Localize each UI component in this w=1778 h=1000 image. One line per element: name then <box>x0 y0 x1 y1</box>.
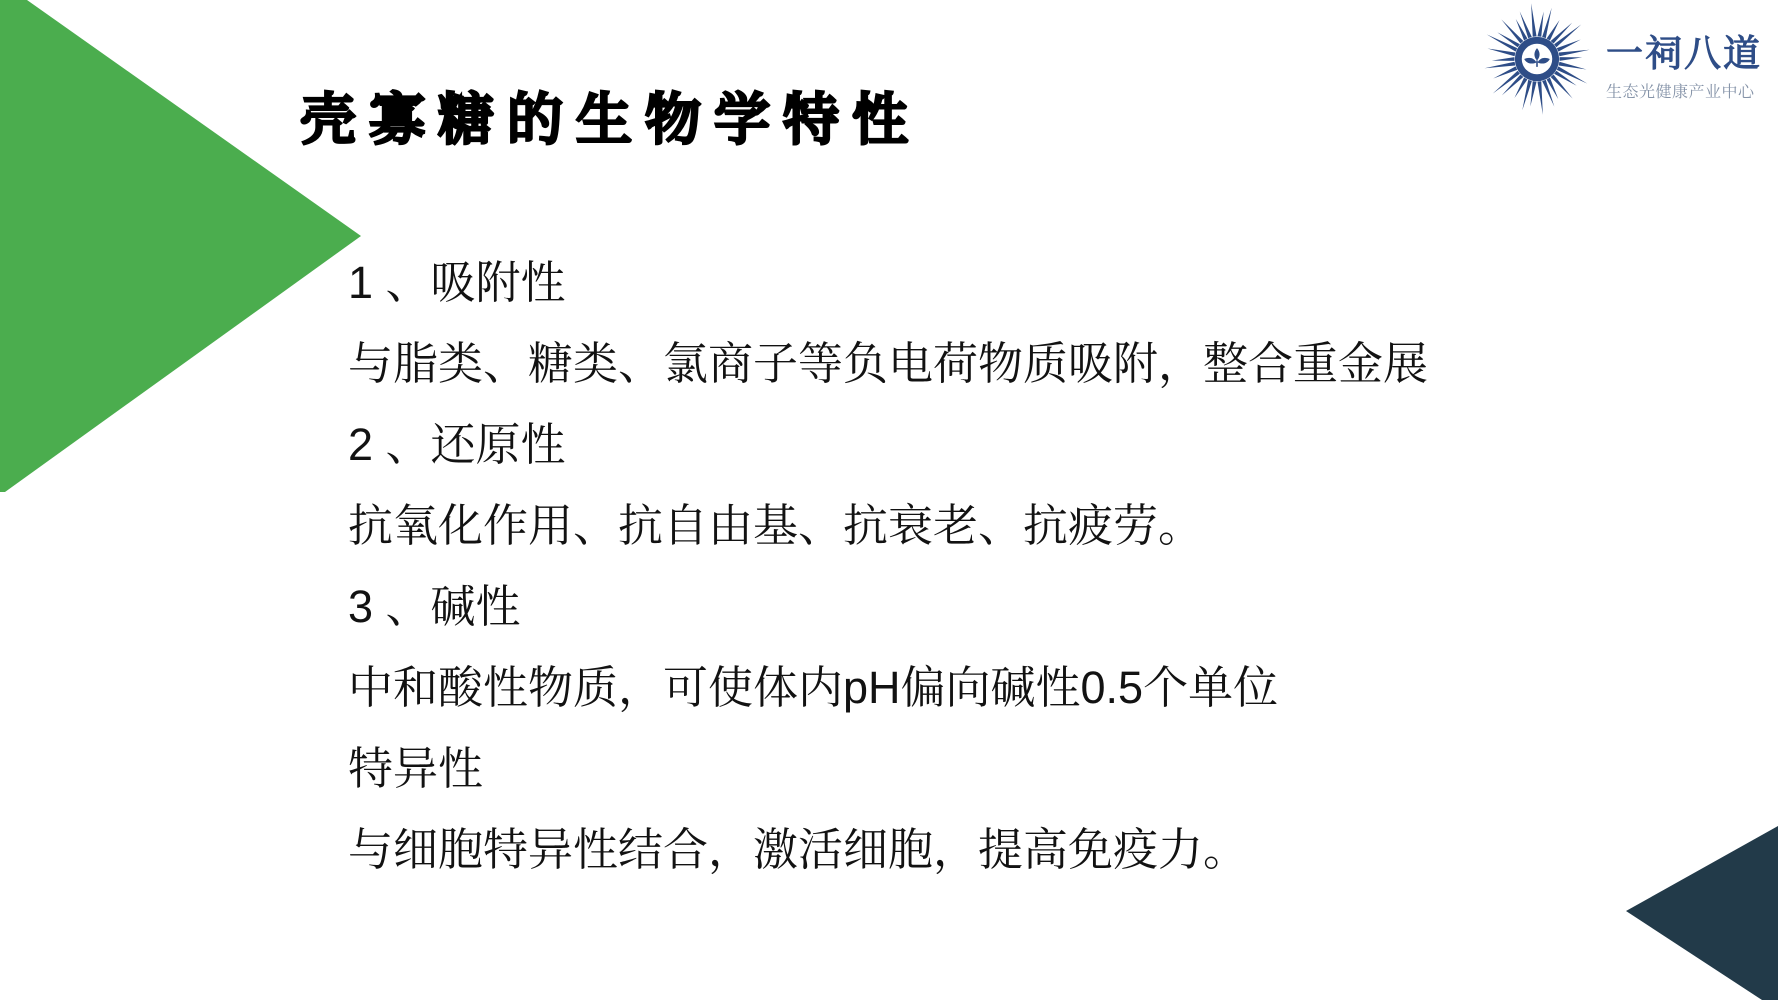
company-logo <box>1478 0 1762 118</box>
body-line-6: 中和酸性物质，可使体内pH偏向碱性0.5个单位 <box>348 662 1279 713</box>
green-triangle-decoration <box>0 0 366 494</box>
slide-title: 壳寡糖的生物学特性 <box>300 88 921 153</box>
body-line-4: 抗氧化作用、抗自由基、抗衰老、抗疲劳。 <box>348 500 1204 551</box>
body-line-5: 3 、碱性 <box>348 581 521 632</box>
body-line-3: 2 、还原性 <box>348 419 566 470</box>
logo-company-name: 一祠八道 <box>1606 32 1762 74</box>
body-line-7: 特异性 <box>348 743 484 794</box>
slide-body <box>348 242 1428 890</box>
body-line-1: 1 、吸附性 <box>348 257 566 308</box>
body-line-2: 与脂类、糖类、氯商子等负电荷物质吸附，整合重金展 <box>348 338 1429 389</box>
sun-starburst-icon <box>1478 0 1596 118</box>
logo-text-block <box>1606 16 1762 103</box>
body-line-8: 与细胞特异性结合，激活细胞，提高免疫力。 <box>348 824 1249 875</box>
dark-triangle-decoration <box>1618 818 1778 1000</box>
logo-subtitle: 生态光健康产业中心 <box>1606 84 1755 102</box>
